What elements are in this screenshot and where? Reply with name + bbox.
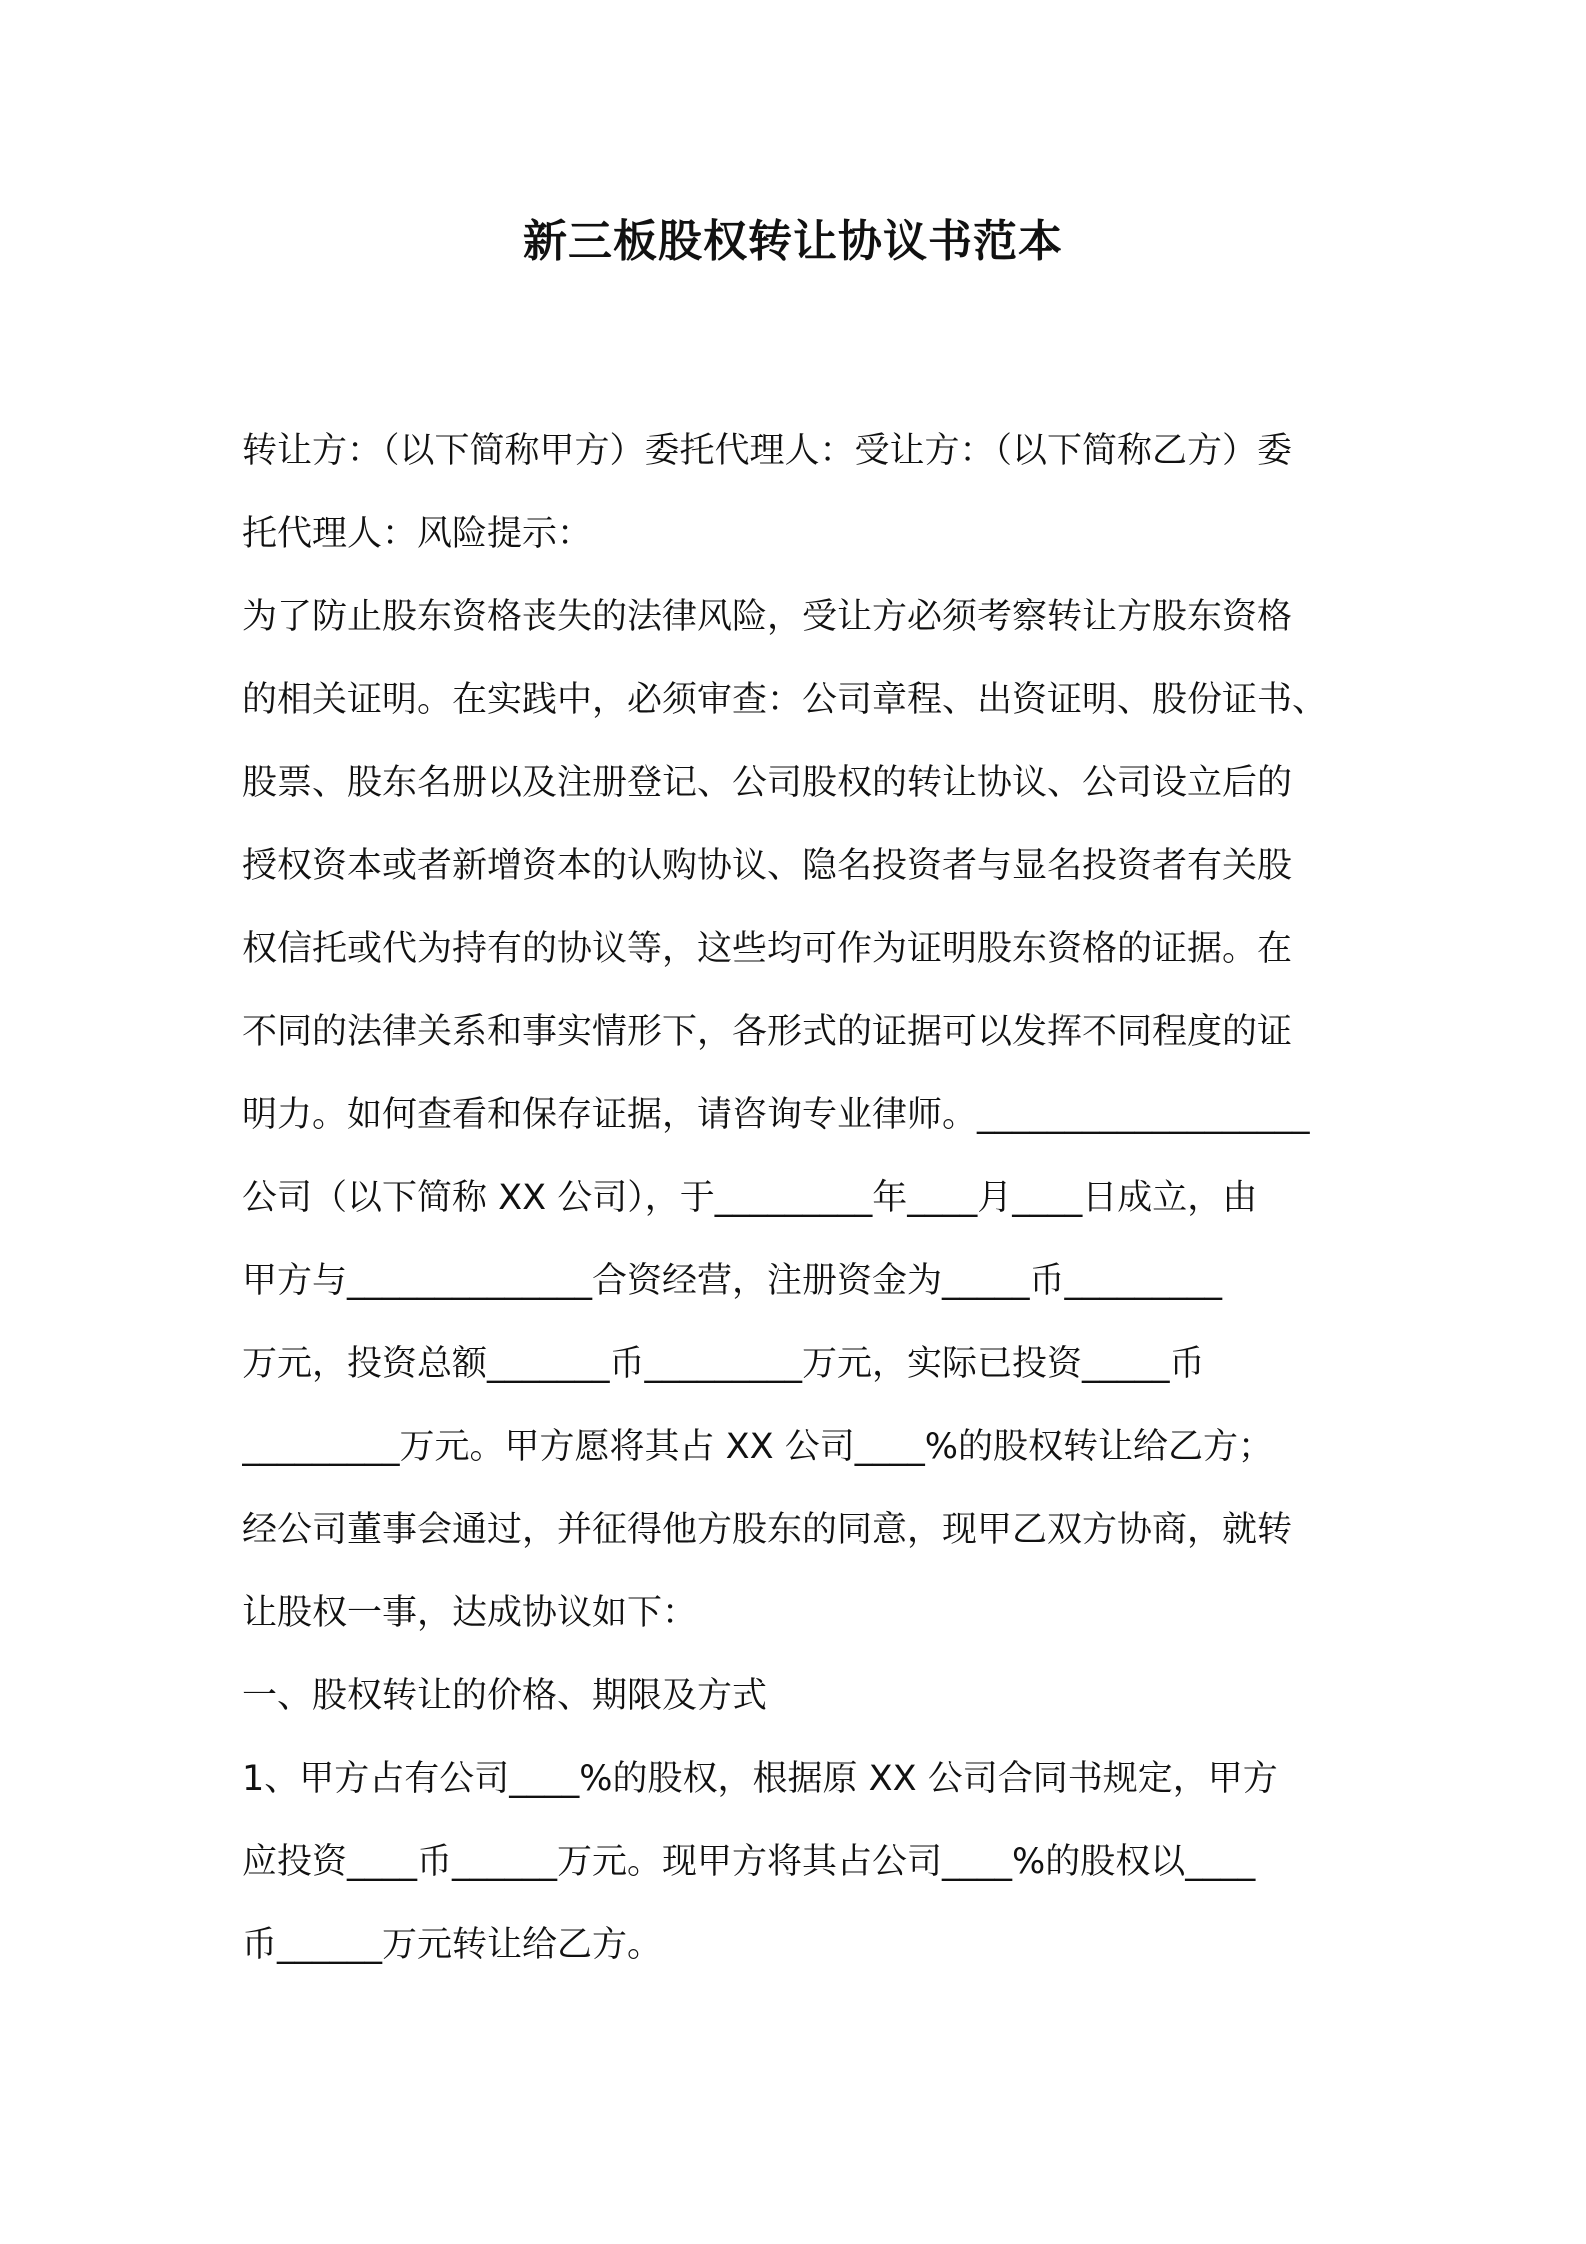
body-line-18: 应投资____币______万元。现甲方将其占公司____%的股权以____ — [242, 1842, 1256, 1882]
body-line-1: 转让方：（以下简称甲方）委托代理人：受让方：（以下简称乙方）委 — [242, 431, 1293, 471]
body-line-6: 授权资本或者新增资本的认购协议、隐名投资者与显名投资者有关股 — [242, 846, 1293, 886]
body-line-10: 公司（以下简称 XX 公司），于_________年____月____日成立，由 — [242, 1178, 1258, 1218]
body-line-19: 币______万元转让给乙方。 — [242, 1925, 663, 1965]
body-line-13: _________万元。甲方愿将其占 XX 公司____%的股权转让给乙方； — [242, 1427, 1273, 1467]
body-line-7: 权信托或代为持有的协议等，这些均可作为证明股东资格的证据。在 — [242, 929, 1293, 969]
document-body — [242, 410, 1362, 1987]
body-line-4: 的相关证明。在实践中，必须审查：公司章程、出资证明、股份证书、 — [242, 680, 1328, 720]
body-line-11: 甲方与______________合资经营，注册资金为_____币_________ — [242, 1261, 1223, 1301]
section-heading-1: 一、股权转让的价格、期限及方式 — [242, 1676, 768, 1716]
document-title: 新三板股权转让协议书范本 — [523, 216, 1063, 267]
body-line-17: 1、甲方占有公司____%的股权，根据原 XX 公司合同书规定，甲方 — [242, 1759, 1278, 1799]
body-line-5: 股票、股东名册以及注册登记、公司股权的转让协议、公司设立后的 — [242, 763, 1293, 803]
body-line-9: 明力。如何查看和保存证据，请咨询专业律师。___________________ — [242, 1095, 1310, 1135]
body-line-8: 不同的法律关系和事实情形下，各形式的证据可以发挥不同程度的证 — [242, 1012, 1293, 1052]
body-line-2: 托代理人：风险提示： — [242, 514, 593, 554]
body-line-15: 让股权一事，达成协议如下： — [242, 1593, 698, 1633]
body-line-14: 经公司董事会通过，并征得他方股东的同意，现甲乙双方协商，就转 — [242, 1510, 1293, 1550]
body-line-12: 万元，投资总额_______币_________万元，实际已投资_____币 — [242, 1344, 1205, 1384]
body-line-3: 为了防止股东资格丧失的法律风险，受让方必须考察转让方股东资格 — [242, 597, 1293, 637]
